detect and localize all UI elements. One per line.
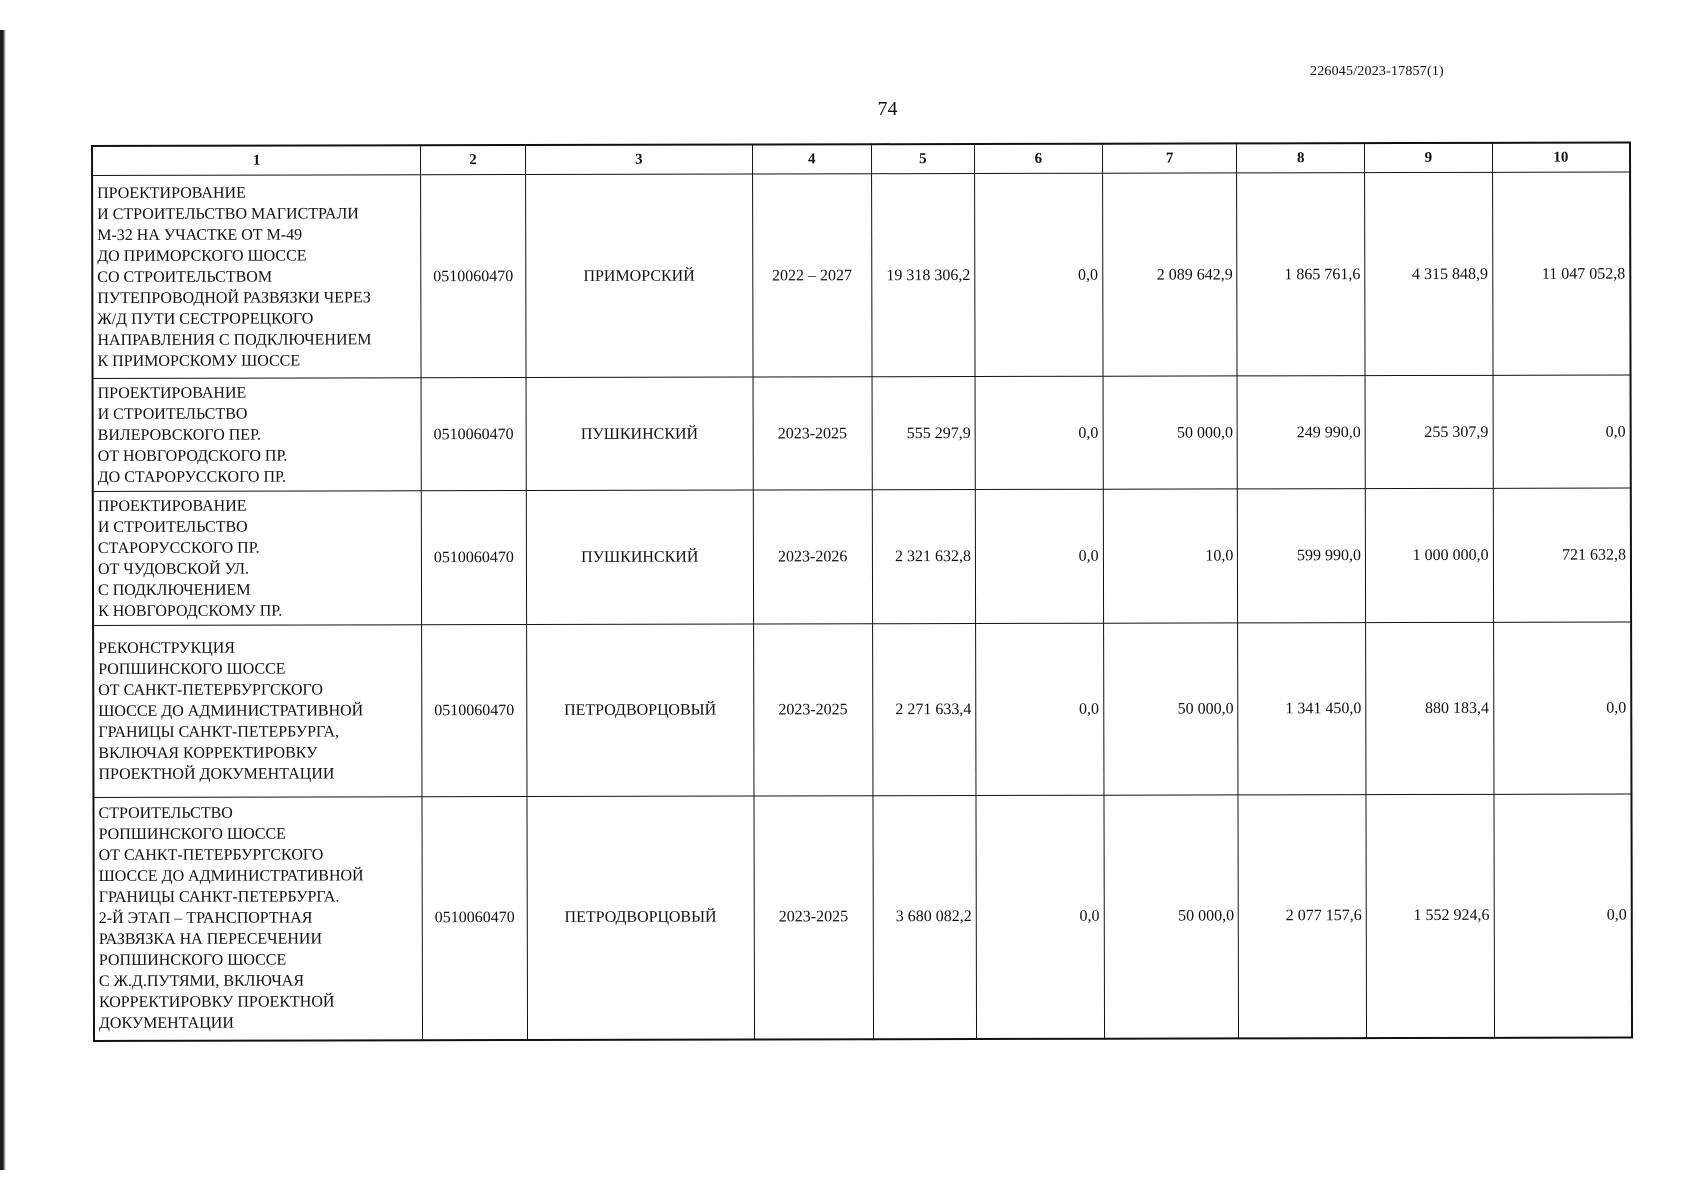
district-cell: ПУШКИНСКИЙ <box>526 377 753 491</box>
amount-cell-col7: 50 000,0 <box>1104 795 1239 1038</box>
project-name-line: ОТ САНКТ-ПЕТЕРБУРГСКОГО <box>98 681 323 699</box>
amount-cell-col8: 1 341 450,0 <box>1238 623 1366 795</box>
budget-table <box>91 142 1633 1042</box>
project-name-line: ОТ САНКТ-ПЕТЕРБУРГСКОГО <box>98 846 324 865</box>
amount-cell-col6: 0,0 <box>976 795 1104 1038</box>
amount-cell-col7: 10,0 <box>1103 489 1238 623</box>
amount-cell-col7: 50 000,0 <box>1103 623 1238 795</box>
project-name-line: ОТ ЧУДОВСКОЙ УЛ. <box>97 560 249 578</box>
column-header: 1 <box>92 145 421 175</box>
amount-cell-col9: 255 307,9 <box>1365 375 1493 488</box>
table-row <box>93 375 1631 491</box>
amount-cell-col10: 11 047 052,8 <box>1492 172 1630 375</box>
project-name-line: И СТРОИТЕЛЬСТВО <box>97 405 248 423</box>
period-cell: 2023-2025 <box>753 624 872 796</box>
amount-cell-col5: 2 271 633,4 <box>872 623 976 795</box>
amount-cell-col5: 555 297,9 <box>872 376 976 489</box>
project-name-line: РОПШИНСКОГО ШОССЕ <box>98 660 286 678</box>
project-name-cell <box>93 491 422 626</box>
project-name-line: НАПРАВЛЕНИЯ С ПОДКЛЮЧЕНИЕМ <box>97 330 372 349</box>
project-name-line: К НОВГОРОДСКОМУ ПР. <box>98 602 283 620</box>
period-cell: 2023-2026 <box>753 490 872 624</box>
project-name-line: ВИЛЕРОВСКОГО ПЕР. <box>97 426 261 444</box>
budget-code-cell: 0510060470 <box>421 491 526 625</box>
project-name-cell <box>93 625 422 798</box>
district-cell: ПЕТРОДВОРЦОВЫЙ <box>527 796 755 1040</box>
column-header: 3 <box>525 144 752 174</box>
table-row <box>92 172 1630 378</box>
project-name-line: ПРОЕКТИРОВАНИЕ <box>97 384 247 402</box>
project-name-line: И СТРОИТЕЛЬСТВО МАГИСТРАЛИ <box>97 204 359 223</box>
amount-cell-col10: 0,0 <box>1494 794 1632 1037</box>
project-name-line: ОТ НОВГОРОДСКОГО ПР. <box>97 447 288 465</box>
budget-code-cell: 0510060470 <box>421 175 526 378</box>
amount-cell-col9: 4 315 848,9 <box>1365 172 1493 375</box>
amount-cell-col6: 0,0 <box>975 173 1103 376</box>
project-name-line: ШОССЕ ДО АДМИНИСТРАТИВНОЙ <box>98 867 364 886</box>
budget-code-cell: 0510060470 <box>422 797 527 1040</box>
project-name-line: ПУТЕПРОВОДНОЙ РАЗВЯЗКИ ЧЕРЕЗ <box>97 288 371 307</box>
project-name-line: С Ж.Д.ПУТЯМИ, ВКЛЮЧАЯ <box>98 972 304 991</box>
project-name-line: ДО СТАРОРУССКОГО ПР. <box>97 468 286 486</box>
amount-cell-col5: 19 318 306,2 <box>871 173 975 376</box>
amount-cell-col10: 0,0 <box>1493 622 1631 794</box>
scan-edge-shadow <box>0 30 6 1170</box>
project-name-line: ПРОЕКТНОЙ ДОКУМЕНТАЦИИ <box>98 765 335 783</box>
project-name-line: Ж/Д ПУТИ СЕСТРОРЕЦКОГО <box>97 309 314 328</box>
amount-cell-col5: 3 680 082,2 <box>872 795 976 1038</box>
project-name-line: РЕКОНСТРУКЦИЯ <box>98 639 235 657</box>
amount-cell-col6: 0,0 <box>975 489 1103 623</box>
district-cell: ПУШКИНСКИЙ <box>526 490 753 625</box>
project-name-line: РОПШИНСКОГО ШОССЕ <box>98 825 286 844</box>
project-name-line: 2-Й ЭТАП – ТРАНСПОРТНАЯ <box>98 909 313 928</box>
amount-cell-col6: 0,0 <box>976 623 1104 795</box>
column-header: 4 <box>752 144 871 174</box>
amount-cell-col9: 1 000 000,0 <box>1365 488 1493 622</box>
district-cell: ПРИМОРСКИЙ <box>525 174 753 378</box>
project-name-line: СО СТРОИТЕЛЬСТВОМ <box>97 268 273 286</box>
column-header: 8 <box>1237 143 1365 173</box>
amount-cell-col9: 1 552 924,6 <box>1366 794 1494 1037</box>
project-name-line: ДОКУМЕНТАЦИИ <box>98 1014 234 1033</box>
project-name-line: ПРОЕКТИРОВАНИЕ <box>97 497 247 515</box>
budget-code-cell: 0510060470 <box>422 625 527 797</box>
table-row <box>93 794 1632 1040</box>
project-name-line: ГРАНИЦЫ САНКТ-ПЕТЕРБУРГА, <box>98 723 340 741</box>
column-header: 2 <box>421 145 526 175</box>
project-name-line: К ПРИМОРСКОМУ ШОССЕ <box>97 352 301 370</box>
project-name-cell <box>93 797 422 1041</box>
project-name-line: М-32 НА УЧАСТКЕ ОТ М-49 <box>97 226 303 244</box>
amount-cell-col6: 0,0 <box>975 376 1103 489</box>
column-header: 9 <box>1365 143 1493 173</box>
project-name-line: ВКЛЮЧАЯ КОРРЕКТИРОВКУ <box>98 744 318 762</box>
amount-cell-col7: 50 000,0 <box>1103 376 1238 489</box>
column-header: 5 <box>871 144 975 174</box>
amount-cell-col8: 249 990,0 <box>1237 376 1365 489</box>
column-header: 7 <box>1102 143 1237 173</box>
amount-cell-col8: 599 990,0 <box>1238 489 1366 623</box>
amount-cell-col9: 880 183,4 <box>1366 622 1494 794</box>
project-name-line: ГРАНИЦЫ САНКТ-ПЕТЕРБУРГА. <box>98 888 340 907</box>
column-header: 10 <box>1492 143 1630 173</box>
project-name-line: СТАРОРУССКОГО ПР. <box>97 539 260 557</box>
project-name-line: КОРРЕКТИРОВКУ ПРОЕКТНОЙ <box>98 993 335 1012</box>
project-name-line: С ПОДКЛЮЧЕНИЕМ <box>97 581 251 599</box>
page-number: 74 <box>877 98 898 120</box>
project-name-line: ПРОЕКТИРОВАНИЕ <box>97 184 246 202</box>
table-row <box>93 488 1631 625</box>
project-name-line: РАЗВЯЗКА НА ПЕРЕСЕЧЕНИИ <box>98 930 323 949</box>
project-name-line: ШОССЕ ДО АДМИНИСТРАТИВНОЙ <box>98 702 364 720</box>
amount-cell-col8: 2 077 157,6 <box>1238 795 1366 1038</box>
project-name-line: РОПШИНСКОГО ШОССЕ <box>98 951 287 970</box>
table-row <box>93 622 1631 797</box>
amount-cell-col8: 1 865 761,6 <box>1237 173 1365 376</box>
amount-cell-col7: 2 089 642,9 <box>1102 173 1237 376</box>
budget-code-cell: 0510060470 <box>421 378 526 491</box>
document-reference-number: 226045/2023-17857(1) <box>1310 64 1444 79</box>
amount-cell-col10: 721 632,8 <box>1493 488 1631 622</box>
period-cell: 2023-2025 <box>754 796 873 1039</box>
district-cell: ПЕТРОДВОРЦОВЫЙ <box>526 624 754 797</box>
project-name-line: И СТРОИТЕЛЬСТВО <box>97 518 248 536</box>
project-name-cell <box>93 378 422 492</box>
project-name-line: ДО ПРИМОРСКОГО ШОССЕ <box>97 247 307 265</box>
amount-cell-col10: 0,0 <box>1493 375 1631 488</box>
project-name-cell <box>92 175 421 379</box>
project-name-line: СТРОИТЕЛЬСТВО <box>98 804 233 823</box>
header-row <box>92 143 1630 176</box>
period-cell: 2022 – 2027 <box>752 174 871 377</box>
amount-cell-col5: 2 321 632,8 <box>872 489 976 623</box>
column-header: 6 <box>975 144 1103 174</box>
period-cell: 2023-2025 <box>753 377 872 490</box>
